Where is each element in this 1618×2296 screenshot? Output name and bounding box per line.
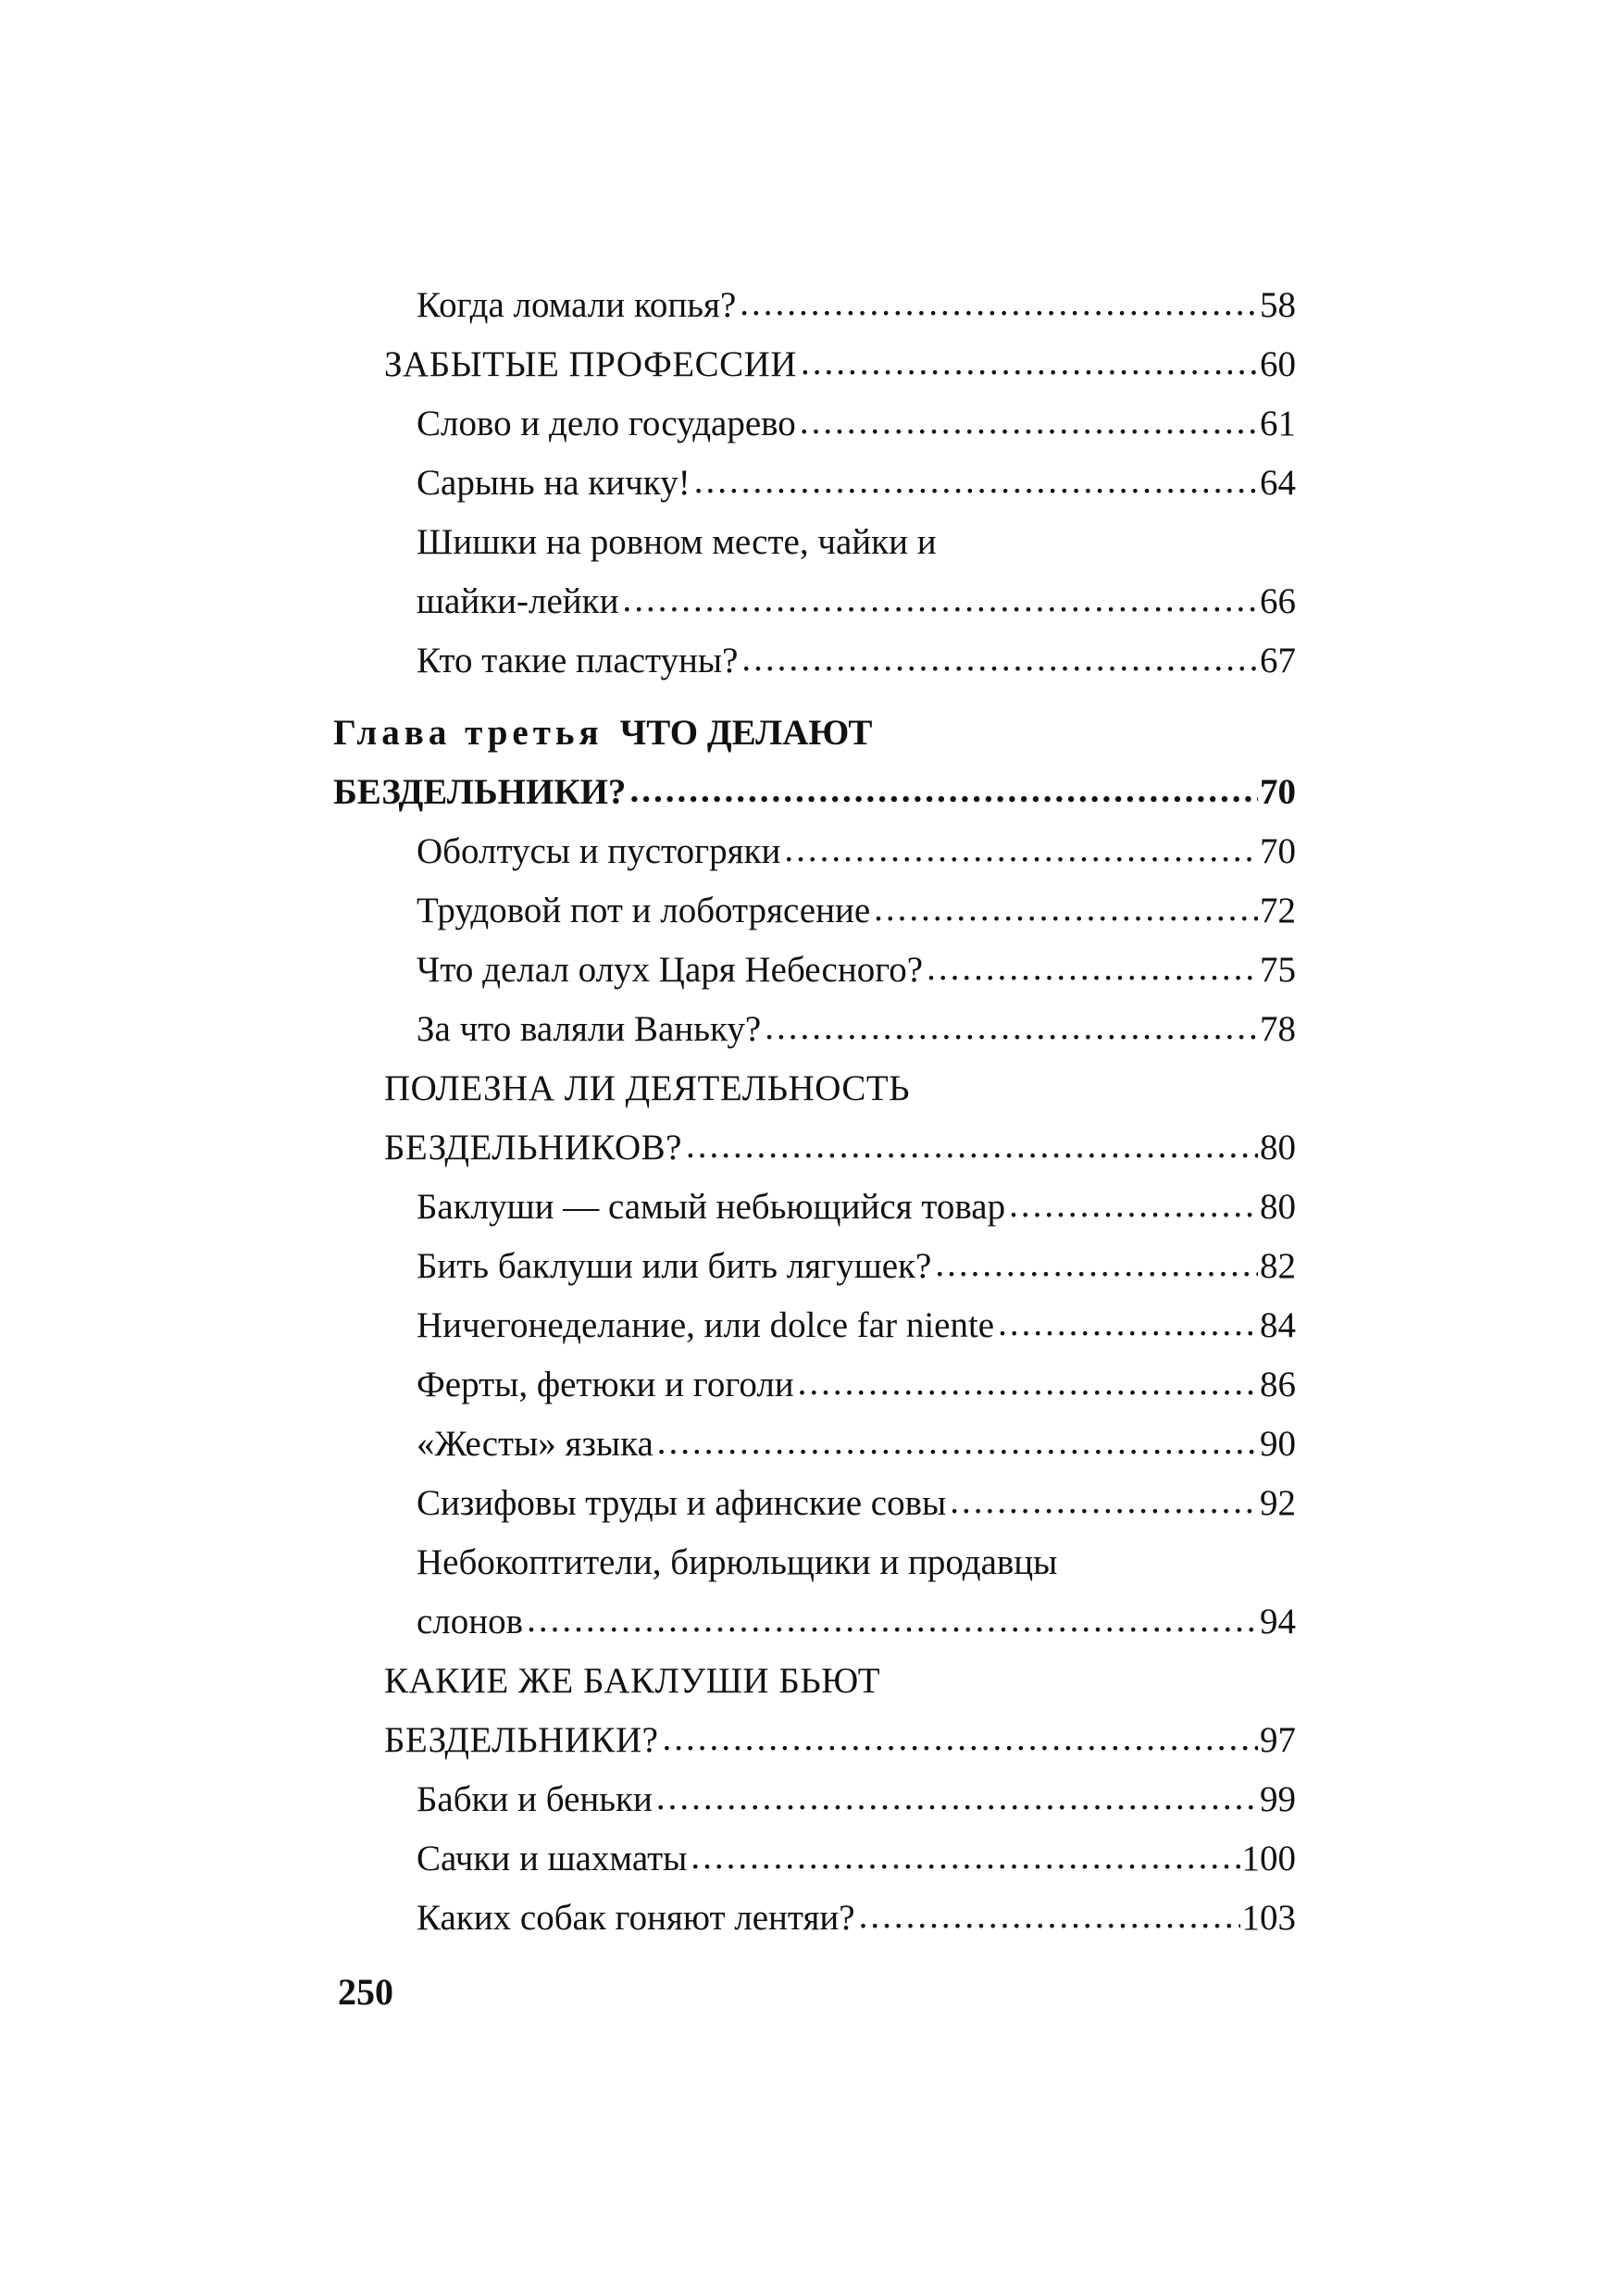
toc-entry-item xyxy=(333,881,1296,941)
toc-page-number: 84 xyxy=(1260,1305,1296,1345)
toc-entry-title: Оболтусы и пустогряки xyxy=(417,831,781,871)
toc-entry-title: БЕЗДЕЛЬНИКОВ? xyxy=(384,1128,682,1167)
dot-leader xyxy=(657,1413,1258,1472)
toc-entry-title: БЕЗДЕЛЬНИКИ? xyxy=(384,1720,659,1760)
toc-entry-item xyxy=(333,1889,1296,1948)
toc-page-number: 80 xyxy=(1260,1187,1296,1227)
toc-entry-item xyxy=(333,1178,1296,1237)
toc-entry-title: Когда ломали копья? xyxy=(417,285,737,325)
dot-leader xyxy=(998,1294,1258,1354)
toc-entry-line xyxy=(417,1770,1296,1829)
toc-entry-line xyxy=(417,1415,1296,1474)
toc-page-number: 72 xyxy=(1260,891,1296,930)
page-number: 250 xyxy=(338,1971,393,2013)
dot-leader xyxy=(874,880,1258,939)
toc-entry-line xyxy=(417,1355,1296,1415)
toc-entry-title: БЕЗДЕЛЬНИКИ? xyxy=(333,772,627,812)
toc-entry-line xyxy=(384,1059,1296,1118)
toc-entry-title: ЧТО ДЕЛАЮТ xyxy=(619,713,873,753)
toc-page-number: 86 xyxy=(1260,1365,1296,1404)
toc-page-number: 97 xyxy=(1260,1720,1296,1760)
toc-entry-line xyxy=(417,1474,1296,1533)
toc-entry-item xyxy=(333,454,1296,513)
toc-page-number: 103 xyxy=(1241,1898,1296,1938)
toc-entry-title: Ничегонеделание, или dolce far niente xyxy=(417,1305,995,1345)
toc-entry-title: Баклуши — самый небьющийся товар xyxy=(417,1187,1006,1227)
dot-leader xyxy=(656,1768,1258,1828)
toc-entry-title: Сизифовы труды и афинские совы xyxy=(417,1483,947,1523)
toc-entry-title: КАКИЕ ЖЕ БАКЛУШИ БЬЮТ xyxy=(384,1661,881,1701)
dot-leader xyxy=(622,570,1258,630)
chapter-prefix: Глава третья xyxy=(333,713,604,753)
toc-entry-title: Что делал олух Царя Небесного? xyxy=(417,950,924,990)
toc-entry-item xyxy=(333,1355,1296,1415)
toc-entry-line xyxy=(417,1592,1296,1652)
toc-entry-title: шайки-лейки xyxy=(417,581,619,621)
toc-entry-section xyxy=(333,1059,1296,1178)
toc-entry-line xyxy=(417,513,1296,572)
toc-page-number: 80 xyxy=(1260,1128,1296,1167)
toc-entry-title: Небокоптители, бирюльщики и продавцы xyxy=(417,1542,1058,1582)
toc-entry-title: ПОЛЕЗНА ЛИ ДЕЯТЕЛЬНОСТЬ xyxy=(384,1068,911,1108)
dot-leader xyxy=(859,1887,1240,1946)
toc-page-number: 67 xyxy=(1260,641,1296,680)
toc-entry-title: Сачки и шахматы xyxy=(417,1839,688,1878)
toc-page-number: 82 xyxy=(1260,1246,1296,1286)
toc-entry-item xyxy=(333,631,1296,691)
toc-entry-item xyxy=(333,822,1296,881)
toc-entry-line xyxy=(417,881,1296,941)
toc-entry-line xyxy=(333,763,1296,822)
toc-entry-line xyxy=(417,572,1296,631)
toc-entry-item xyxy=(333,1770,1296,1829)
toc-entry-title: Шишки на ровном месте, чайки и xyxy=(417,522,937,562)
toc-entry-item xyxy=(333,1000,1296,1059)
toc-page-number: 70 xyxy=(1260,772,1296,812)
toc-entry-title: Сарынь на кичку! xyxy=(417,463,691,503)
toc-entry-line xyxy=(384,1652,1296,1711)
toc-entry-line xyxy=(417,1178,1296,1237)
toc-entry-item xyxy=(333,1296,1296,1355)
toc-entry-item xyxy=(333,1415,1296,1474)
dot-leader xyxy=(765,998,1258,1057)
toc-entry-line xyxy=(417,394,1296,454)
dot-leader xyxy=(662,1709,1258,1768)
dot-leader xyxy=(927,939,1258,998)
toc-entry-item xyxy=(333,1829,1296,1889)
toc-page-number: 78 xyxy=(1260,1009,1296,1049)
dot-leader xyxy=(629,761,1258,820)
dot-leader xyxy=(527,1591,1258,1650)
toc-entry-line xyxy=(384,335,1296,394)
toc-entry-title: слонов xyxy=(417,1602,524,1641)
toc-page-number: 99 xyxy=(1260,1779,1296,1819)
dot-leader xyxy=(741,630,1258,689)
toc-page-number: 90 xyxy=(1260,1424,1296,1464)
toc-entry-item xyxy=(333,1237,1296,1296)
toc-entry-title: Кто такие пластуны? xyxy=(417,641,739,680)
toc-entry-line xyxy=(417,1829,1296,1889)
dot-leader xyxy=(686,1117,1258,1176)
toc-entry-line xyxy=(333,704,1296,763)
dot-leader xyxy=(694,452,1258,511)
toc-page-number: 75 xyxy=(1260,950,1296,990)
dot-leader xyxy=(784,820,1258,880)
toc-page-number: 64 xyxy=(1260,463,1296,503)
toc-entry-line xyxy=(417,941,1296,1000)
table-of-contents xyxy=(333,276,1296,1948)
toc-entry-line xyxy=(417,1296,1296,1355)
chapter-spacer xyxy=(333,691,1296,704)
toc-entry-line xyxy=(417,631,1296,691)
toc-entry-title: За что валяли Ваньку? xyxy=(417,1009,762,1049)
toc-entry-line xyxy=(417,1237,1296,1296)
toc-entry-title: ЗАБЫТЫЕ ПРОФЕССИИ xyxy=(384,344,797,384)
toc-entry-title: Трудовой пот и лоботрясение xyxy=(417,891,871,930)
toc-entry-line xyxy=(417,1889,1296,1948)
toc-page-number: 60 xyxy=(1260,344,1296,384)
dot-leader xyxy=(800,393,1258,452)
toc-entry-title: Каких собак гоняют лентяи? xyxy=(417,1898,855,1938)
dot-leader xyxy=(1009,1176,1258,1235)
toc-page-number: 66 xyxy=(1260,581,1296,621)
toc-page-number: 94 xyxy=(1260,1602,1296,1641)
toc-page-number: 92 xyxy=(1260,1483,1296,1523)
toc-entry-line xyxy=(417,454,1296,513)
toc-page-number: 58 xyxy=(1260,285,1296,325)
toc-entry-line xyxy=(417,276,1296,335)
toc-entry-item xyxy=(333,1533,1296,1652)
toc-entry-item xyxy=(333,394,1296,454)
toc-entry-title: Слово и дело государево xyxy=(417,404,796,443)
dot-leader xyxy=(935,1235,1258,1294)
toc-entry-line xyxy=(384,1118,1296,1178)
toc-entry-line xyxy=(417,822,1296,881)
toc-page-number: 100 xyxy=(1241,1839,1296,1878)
toc-entry-title: Ферты, фетюки и гоголи xyxy=(417,1365,794,1404)
toc-entry-title: Бить баклуши или бить лягушек? xyxy=(417,1246,932,1286)
toc-page-number: 70 xyxy=(1260,831,1296,871)
dot-leader xyxy=(691,1828,1239,1887)
dot-leader xyxy=(740,274,1258,333)
toc-entry-item xyxy=(333,941,1296,1000)
toc-entry-item xyxy=(333,1474,1296,1533)
dot-leader xyxy=(950,1472,1258,1531)
dot-leader xyxy=(801,333,1258,393)
toc-entry-line xyxy=(417,1533,1296,1592)
toc-entry-line xyxy=(417,1000,1296,1059)
toc-entry-chapter xyxy=(333,704,1296,822)
toc-page-number: 61 xyxy=(1260,404,1296,443)
toc-entry-title: «Жесты» языка xyxy=(417,1424,653,1464)
toc-entry-item xyxy=(333,513,1296,631)
toc-entry-title: Бабки и беньки xyxy=(417,1779,653,1819)
dot-leader xyxy=(798,1354,1258,1413)
toc-entry-section xyxy=(333,1652,1296,1770)
toc-entry-line xyxy=(384,1711,1296,1770)
toc-entry-item xyxy=(333,276,1296,335)
toc-entry-section xyxy=(333,335,1296,394)
